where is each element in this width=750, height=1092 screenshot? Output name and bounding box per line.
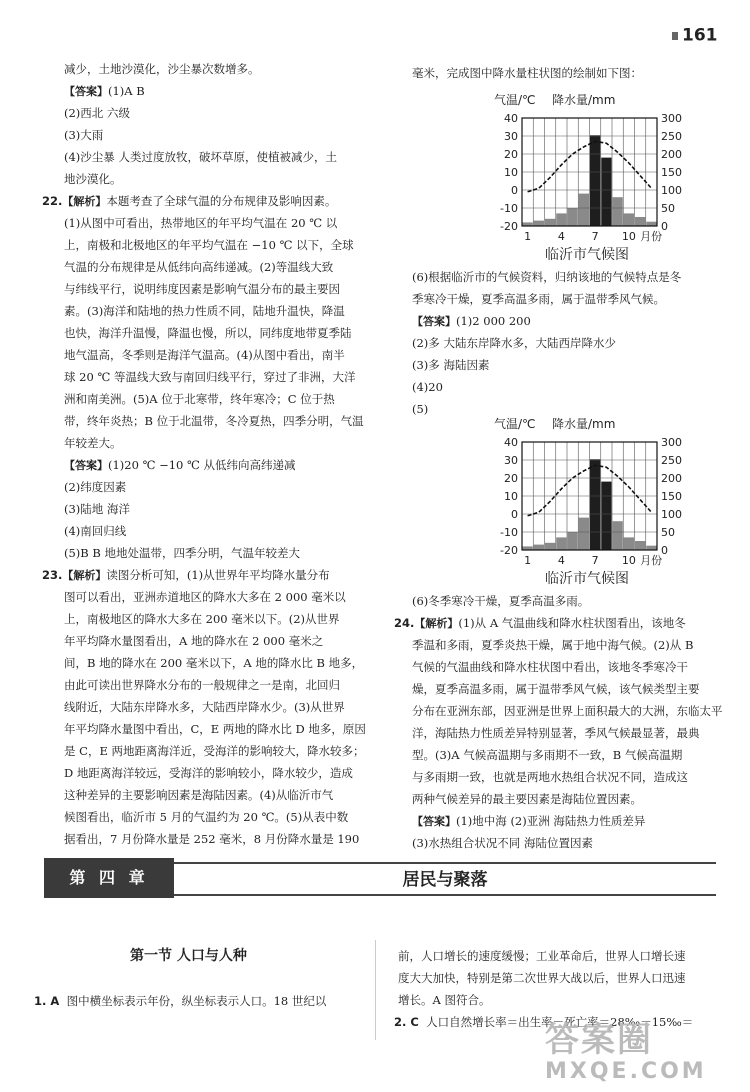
precip-bar	[579, 518, 589, 550]
analysis-label: 【解析】	[62, 195, 107, 208]
analysis-label: 【解析】	[414, 617, 459, 630]
right-axis-label: 降水量/mm	[552, 93, 616, 107]
left-tick-label: 0	[511, 508, 518, 521]
precip-bar	[568, 532, 578, 550]
text-line: (6)根据临沂市的气候资料，归纳该地的气候特点是冬	[412, 270, 682, 284]
text-line: 季寒冷干燥，夏季高温多雨，属于温带季风气候。	[412, 292, 665, 306]
left-tick-label: 20	[504, 472, 518, 485]
text-line: 也快，海洋升温慢，降温也慢，所以，同纬度地带夏季陆	[64, 326, 352, 340]
divider	[174, 862, 716, 864]
right-tick-label: 300	[661, 436, 682, 449]
page-number: 161	[672, 24, 718, 47]
text-line: 上，南极地区的降水大多在 200 毫米以下。(2)从世界	[64, 612, 340, 626]
left-axis-label: 气温/℃	[494, 93, 536, 107]
left-column	[42, 58, 366, 850]
right-tick-label: 250	[661, 130, 682, 143]
left-tick-label: -10	[500, 202, 518, 215]
right-tick-label: 200	[661, 472, 682, 485]
precip-bar	[579, 194, 589, 226]
right-tick-label: 250	[661, 454, 682, 467]
text-line: 年平均降水量图中看出，C，E 两地的降水比 D 地多，原因	[64, 722, 366, 736]
chart-svg	[482, 408, 732, 568]
text-line: 毫米，完成图中降水量柱状图的绘制如下图：	[412, 66, 642, 80]
right-tick-label: 150	[661, 490, 682, 503]
text-line: 洋，海陆热力性质差异特别显著，季风气候最显著，最典	[412, 726, 700, 740]
question-number: 22.	[42, 194, 63, 208]
precip-bar	[556, 213, 566, 226]
watermark	[545, 1020, 745, 1090]
x-tick-label: 7	[591, 554, 599, 567]
answer-line: (2)西北 六级	[64, 106, 130, 120]
text-line: 年平均降水量图看出，A 地的降水在 2 000 毫米之	[64, 634, 324, 648]
x-tick-label: 1	[524, 554, 532, 567]
answer-line: (2)多 大陆东岸降水多，大陆西岸降水少	[412, 336, 616, 350]
text-line: 分布在亚洲东部，因亚洲是世界上面积最大的大洲，东临太平	[412, 704, 723, 718]
precip-bar	[646, 546, 656, 550]
text-line: 季温和多雨，夏季炎热干燥，属于地中海气候。(2)从 B	[412, 638, 694, 652]
answer-line: (5)B B 地地处温带，四季分明，气温年较差大	[64, 546, 301, 560]
answer-line: 地沙漠化。	[64, 172, 122, 186]
left-tick-label: -10	[500, 526, 518, 539]
x-axis-label: 月份	[640, 230, 663, 243]
answer-line: (3)陆地 海洋	[64, 502, 130, 516]
answer-line: (4)沙尘暴 人类过度放牧，破坏草原，使植被减少，土	[64, 150, 337, 164]
analysis-line: 23.【解析】读图分析可知，(1)从世界年平均降水量分布	[42, 568, 330, 582]
answer-line: (3)多 海陆因素	[412, 358, 490, 372]
watermark-text: 答案圈	[545, 1020, 653, 1060]
section-title: 第一节 人口与人种	[130, 948, 247, 964]
text-line: 燥，夏季高温多雨，属于温带季风气候，该气候类型主要	[412, 682, 700, 696]
watermark-url: MXQE.COM	[545, 1059, 707, 1084]
precip-bar	[624, 213, 634, 226]
left-tick-label: 20	[504, 148, 518, 161]
text-line: 由此可读出世界降水分布的一般规律之一是南，北回归	[64, 678, 340, 692]
right-tick-label: 300	[661, 112, 682, 125]
analysis-label: 【解析】	[62, 569, 107, 582]
precip-bar	[635, 541, 645, 550]
question-number: 23.	[42, 568, 63, 582]
right-tick-label: 50	[661, 526, 675, 539]
answer-line: 【答案】(1)地中海 (2)亚洲 海陆热力性质差异	[412, 814, 646, 828]
left-tick-label: 10	[504, 490, 518, 503]
answer-line: (5)	[412, 402, 429, 416]
left-tick-label: -20	[500, 544, 518, 557]
question-number: 24.	[394, 616, 415, 630]
x-tick-label: 10	[621, 554, 636, 567]
precip-bar	[534, 221, 544, 226]
climate-chart	[482, 84, 732, 244]
left-tick-label: 40	[504, 436, 518, 449]
text-line: 上，南极和北极地区的年平均气温在 −10 ℃ 以下，全球	[64, 238, 354, 252]
text-line: 间，B 地的降水在 200 毫米以下，A 地的降水比 B 地多，	[64, 656, 364, 670]
text-line: D 地距离海洋较远，受海洋的影响较小，降水较少，造成	[64, 766, 353, 780]
text-line: 素。(3)海洋和陆地的热力性质不同，陆地升温快，降温	[64, 304, 345, 318]
text-line: 减少，土地沙漠化，沙尘暴次数增多。	[64, 62, 260, 76]
x-tick-label: 4	[557, 554, 565, 567]
left-axis-label: 气温/℃	[494, 417, 536, 431]
answer-line: (2)纬度因素	[64, 480, 127, 494]
left-tick-label: 0	[511, 184, 518, 197]
left-tick-label: 30	[504, 454, 518, 467]
text-line: 线附近，大陆东岸降水多，大陆西岸降水少。(3)从世界	[64, 700, 345, 714]
analysis-line: 22.【解析】本题考查了全球气温的分布规律及影响因素。	[42, 194, 337, 208]
precip-bar	[646, 222, 656, 226]
chapter-title: 居民与聚落	[402, 870, 488, 890]
chapter-label: 第 四 章	[44, 858, 174, 898]
right-column	[394, 62, 732, 854]
answer-line: (3)水热组合状况不同 海陆位置因素	[412, 836, 593, 850]
precip-bar	[590, 135, 600, 226]
text-line: 型。(3)A 气候高温期与多雨期不一致，B 气候高温期	[412, 748, 683, 762]
right-tick-label: 50	[661, 202, 675, 215]
answer-label: 【答案】	[412, 315, 456, 328]
answer-line: (4)20	[412, 380, 443, 394]
question-number: 2. C	[394, 1015, 419, 1029]
text-line: 是 C，E 两地距离海洋近，受海洋的影响较大，降水较多；	[64, 744, 365, 758]
chart-title: 临沂市气候图	[545, 247, 629, 263]
text-line: 图可以看出，亚洲赤道地区的降水大多在 2 000 毫米以	[64, 590, 346, 604]
right-axis-label: 降水量/mm	[552, 417, 616, 431]
precip-bar	[601, 158, 611, 226]
precip-bar	[568, 208, 578, 226]
text-line: 地气温高，冬季则是海洋气温高。(4)从图中看出，南半	[64, 348, 345, 362]
answer-line: (4)南回归线	[64, 524, 127, 538]
text-line: 前，人口增长的速度缓慢；工业革命后，世界人口增长速	[398, 949, 686, 963]
x-axis-label: 月份	[640, 554, 663, 567]
text-line: 与多雨期一致，也就是两地水热组合状况不同，造成这	[412, 770, 688, 784]
text-line: (1)从图中可看出，热带地区的年平均气温在 20 ℃ 以	[64, 216, 338, 230]
column-divider	[375, 940, 376, 1040]
answer-line: 【答案】(1)2 000 200	[412, 314, 531, 328]
text-line: 气候的气温曲线和降水柱状图中看出，该地冬季寒冷干	[412, 660, 688, 674]
precip-bar	[590, 459, 600, 550]
x-tick-label: 10	[621, 230, 636, 243]
precip-bar	[556, 537, 566, 550]
chart-svg	[482, 84, 732, 244]
x-tick-label: 1	[524, 230, 532, 243]
text-line: 人口自然增长率＝出生率－死亡率＝28‰－15‰＝	[426, 1015, 694, 1029]
chart-title: 临沂市气候图	[545, 571, 629, 587]
right-tick-label: 200	[661, 148, 682, 161]
text-line: 这种差异的主要影响因素是海陆因素。(4)从临沂市气	[64, 788, 334, 802]
left-tick-label: 30	[504, 130, 518, 143]
precip-bar	[534, 545, 544, 550]
text-line: 与纬线平行，说明纬度因素是影响气温分布的最主要因	[64, 282, 340, 296]
bottom-left	[34, 990, 326, 1012]
analysis-line: 24.【解析】(1)从 A 气温曲线和降水柱状图看出，该地冬	[394, 616, 686, 630]
left-tick-label: 10	[504, 166, 518, 179]
text-line: 度大大加快，特别是第二次世界大战以后，世界人口迅速	[398, 971, 686, 985]
answer-label: 【答案】	[64, 85, 108, 98]
precip-bar	[613, 521, 623, 550]
text-line: 球 20 ℃ 等温线大致与南回归线平行，穿过了非洲，大洋	[64, 370, 356, 384]
precip-bar	[545, 543, 555, 550]
right-tick-label: 150	[661, 166, 682, 179]
text-line: 带，终年炎热；B 位于北温带，冬冷夏热，四季分明，气温	[64, 414, 364, 428]
answer-line: 【答案】(1)20 ℃ −10 ℃ 从低纬向高纬递减	[64, 458, 296, 472]
answer-line: 【答案】(1)A B	[64, 84, 145, 98]
right-tick-label: 100	[661, 508, 682, 521]
right-tick-label: 0	[661, 544, 668, 557]
chapter-banner	[44, 858, 716, 902]
precip-bar	[624, 537, 634, 550]
answer-label: 【答案】	[412, 815, 456, 828]
text-line: 候图看出，临沂市 5 月的气温约为 20 ℃。(5)从表中数	[64, 810, 349, 824]
x-tick-label: 7	[591, 230, 599, 243]
precip-bar	[601, 482, 611, 550]
text-line: 图中横坐标表示年份，纵坐标表示人口。18 世纪以	[66, 994, 327, 1008]
text-line: 年较差大。	[64, 436, 122, 450]
answer-line: (6)冬季寒冷干燥，夏季高温多雨。	[412, 594, 590, 608]
answer-label: 【答案】	[64, 459, 108, 472]
x-tick-label: 4	[557, 230, 565, 243]
right-tick-label: 0	[661, 220, 668, 233]
left-tick-label: -20	[500, 220, 518, 233]
climate-chart	[482, 408, 732, 568]
text-line: 两种气候差异的最主要因素是海陆位置因素。	[412, 792, 642, 806]
text-line: 气温的分布规律是从低纬向高纬递减。(2)等温线大致	[64, 260, 334, 274]
precip-bar	[545, 219, 555, 226]
question-number: 1. A	[34, 994, 60, 1008]
text-line: 据看出，7 月份降水量是 252 毫米，8 月份降水量是 190	[64, 832, 360, 846]
left-tick-label: 40	[504, 112, 518, 125]
text-line: 洲和南美洲。(5)A 位于北寒带，终年寒冷；C 位于热	[64, 392, 335, 406]
precip-bar	[635, 217, 645, 226]
text-line: 增长。A 图符合。	[398, 993, 491, 1007]
right-tick-label: 100	[661, 184, 682, 197]
precip-bar	[613, 197, 623, 226]
divider	[174, 894, 716, 896]
answer-line: (3)大雨	[64, 128, 104, 142]
